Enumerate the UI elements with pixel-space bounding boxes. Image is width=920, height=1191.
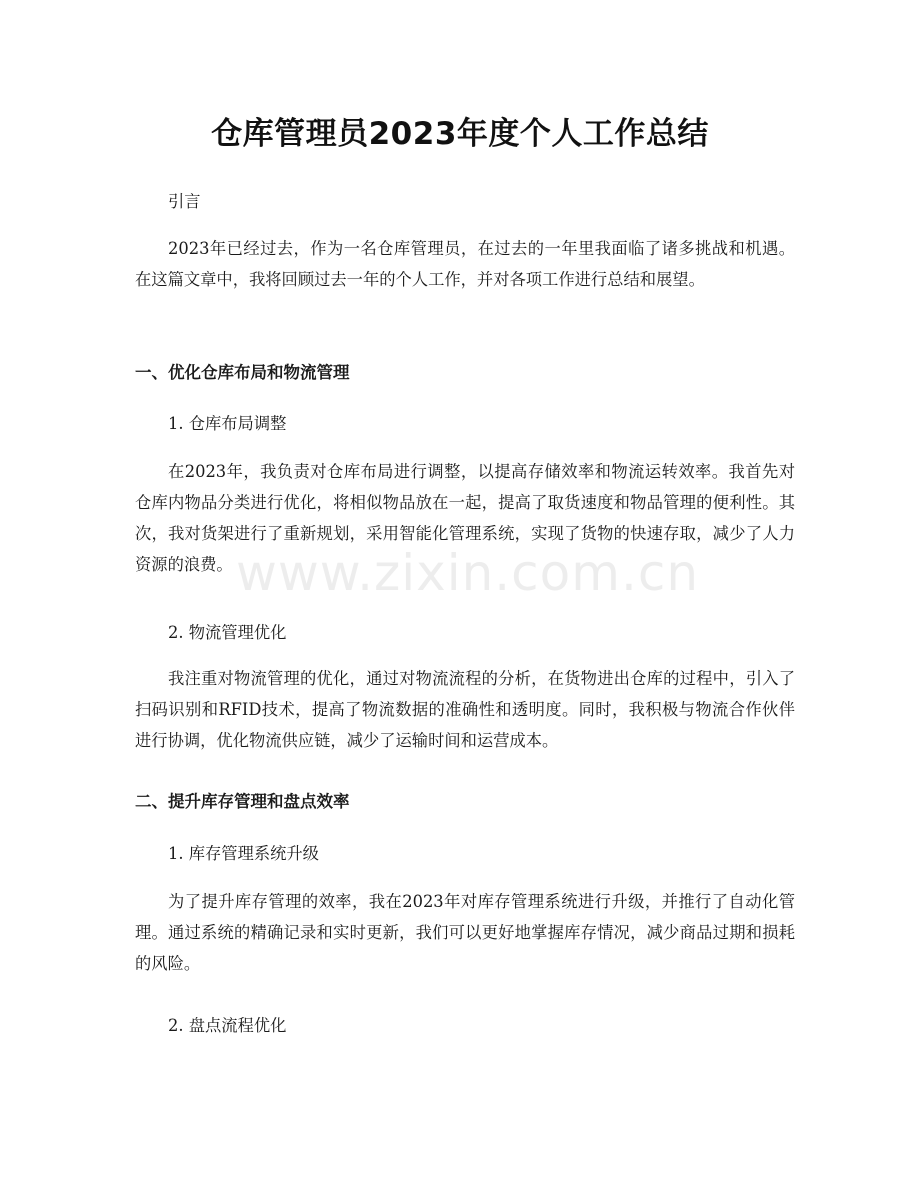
intro-label: 引言 xyxy=(168,192,201,211)
watermark: www.zixin.com.cn xyxy=(236,544,700,602)
section-2-sub-2-title: 2. 盘点流程优化 xyxy=(168,1016,287,1035)
document-title: 仓库管理员2023年度个人工作总结 xyxy=(211,116,709,152)
section-2-sub-1-title: 1. 库存管理系统升级 xyxy=(168,844,319,863)
section-2-sub-1-paragraph: 为了提升库存管理的效率，我在2023年对库存管理系统进行升级，并推行了自动化管理。通过系统的精确记录和实时更新，我们可以更好地掌握库存情况，减少商品过期和损耗的风险。 xyxy=(135,892,795,973)
intro-paragraph: 2023年已经过去，作为一名仓库管理员，在过去的一年里我面临了诸多挑战和机遇。在这篇文章中，我将回顾过去一年的个人工作，并对各项工作进行总结和展望。 xyxy=(135,239,795,289)
section-1-sub-2-title: 2. 物流管理优化 xyxy=(168,623,287,642)
section-1-sub-2-paragraph: 我注重对物流管理的优化，通过对物流流程的分析，在货物进出仓库的过程中，引入了扫码识别和RFID技术，提高了物流数据的准确性和透明度。同时，我积极与物流合作伙伴进行协调，优化物流供应链，减少了运输时间和运营成本。 xyxy=(135,669,795,750)
section-1-sub-1-paragraph: 在2023年，我负责对仓库布局进行调整，以提高存储效率和物流运转效率。我首先对仓库内物品分类进行优化，将相似物品放在一起，提高了取货速度和物品管理的便利性。其次，我对货架进行了重新规划，采用智能化管理系统，实现了货物的快速存取，减少了人力资源的浪费。 xyxy=(135,462,795,574)
section-1-sub-1-title: 1. 仓库布局调整 xyxy=(168,414,287,433)
section-1-heading: 一、优化仓库布局和物流管理 xyxy=(135,363,350,382)
section-2-heading: 二、提升库存管理和盘点效率 xyxy=(135,792,350,811)
